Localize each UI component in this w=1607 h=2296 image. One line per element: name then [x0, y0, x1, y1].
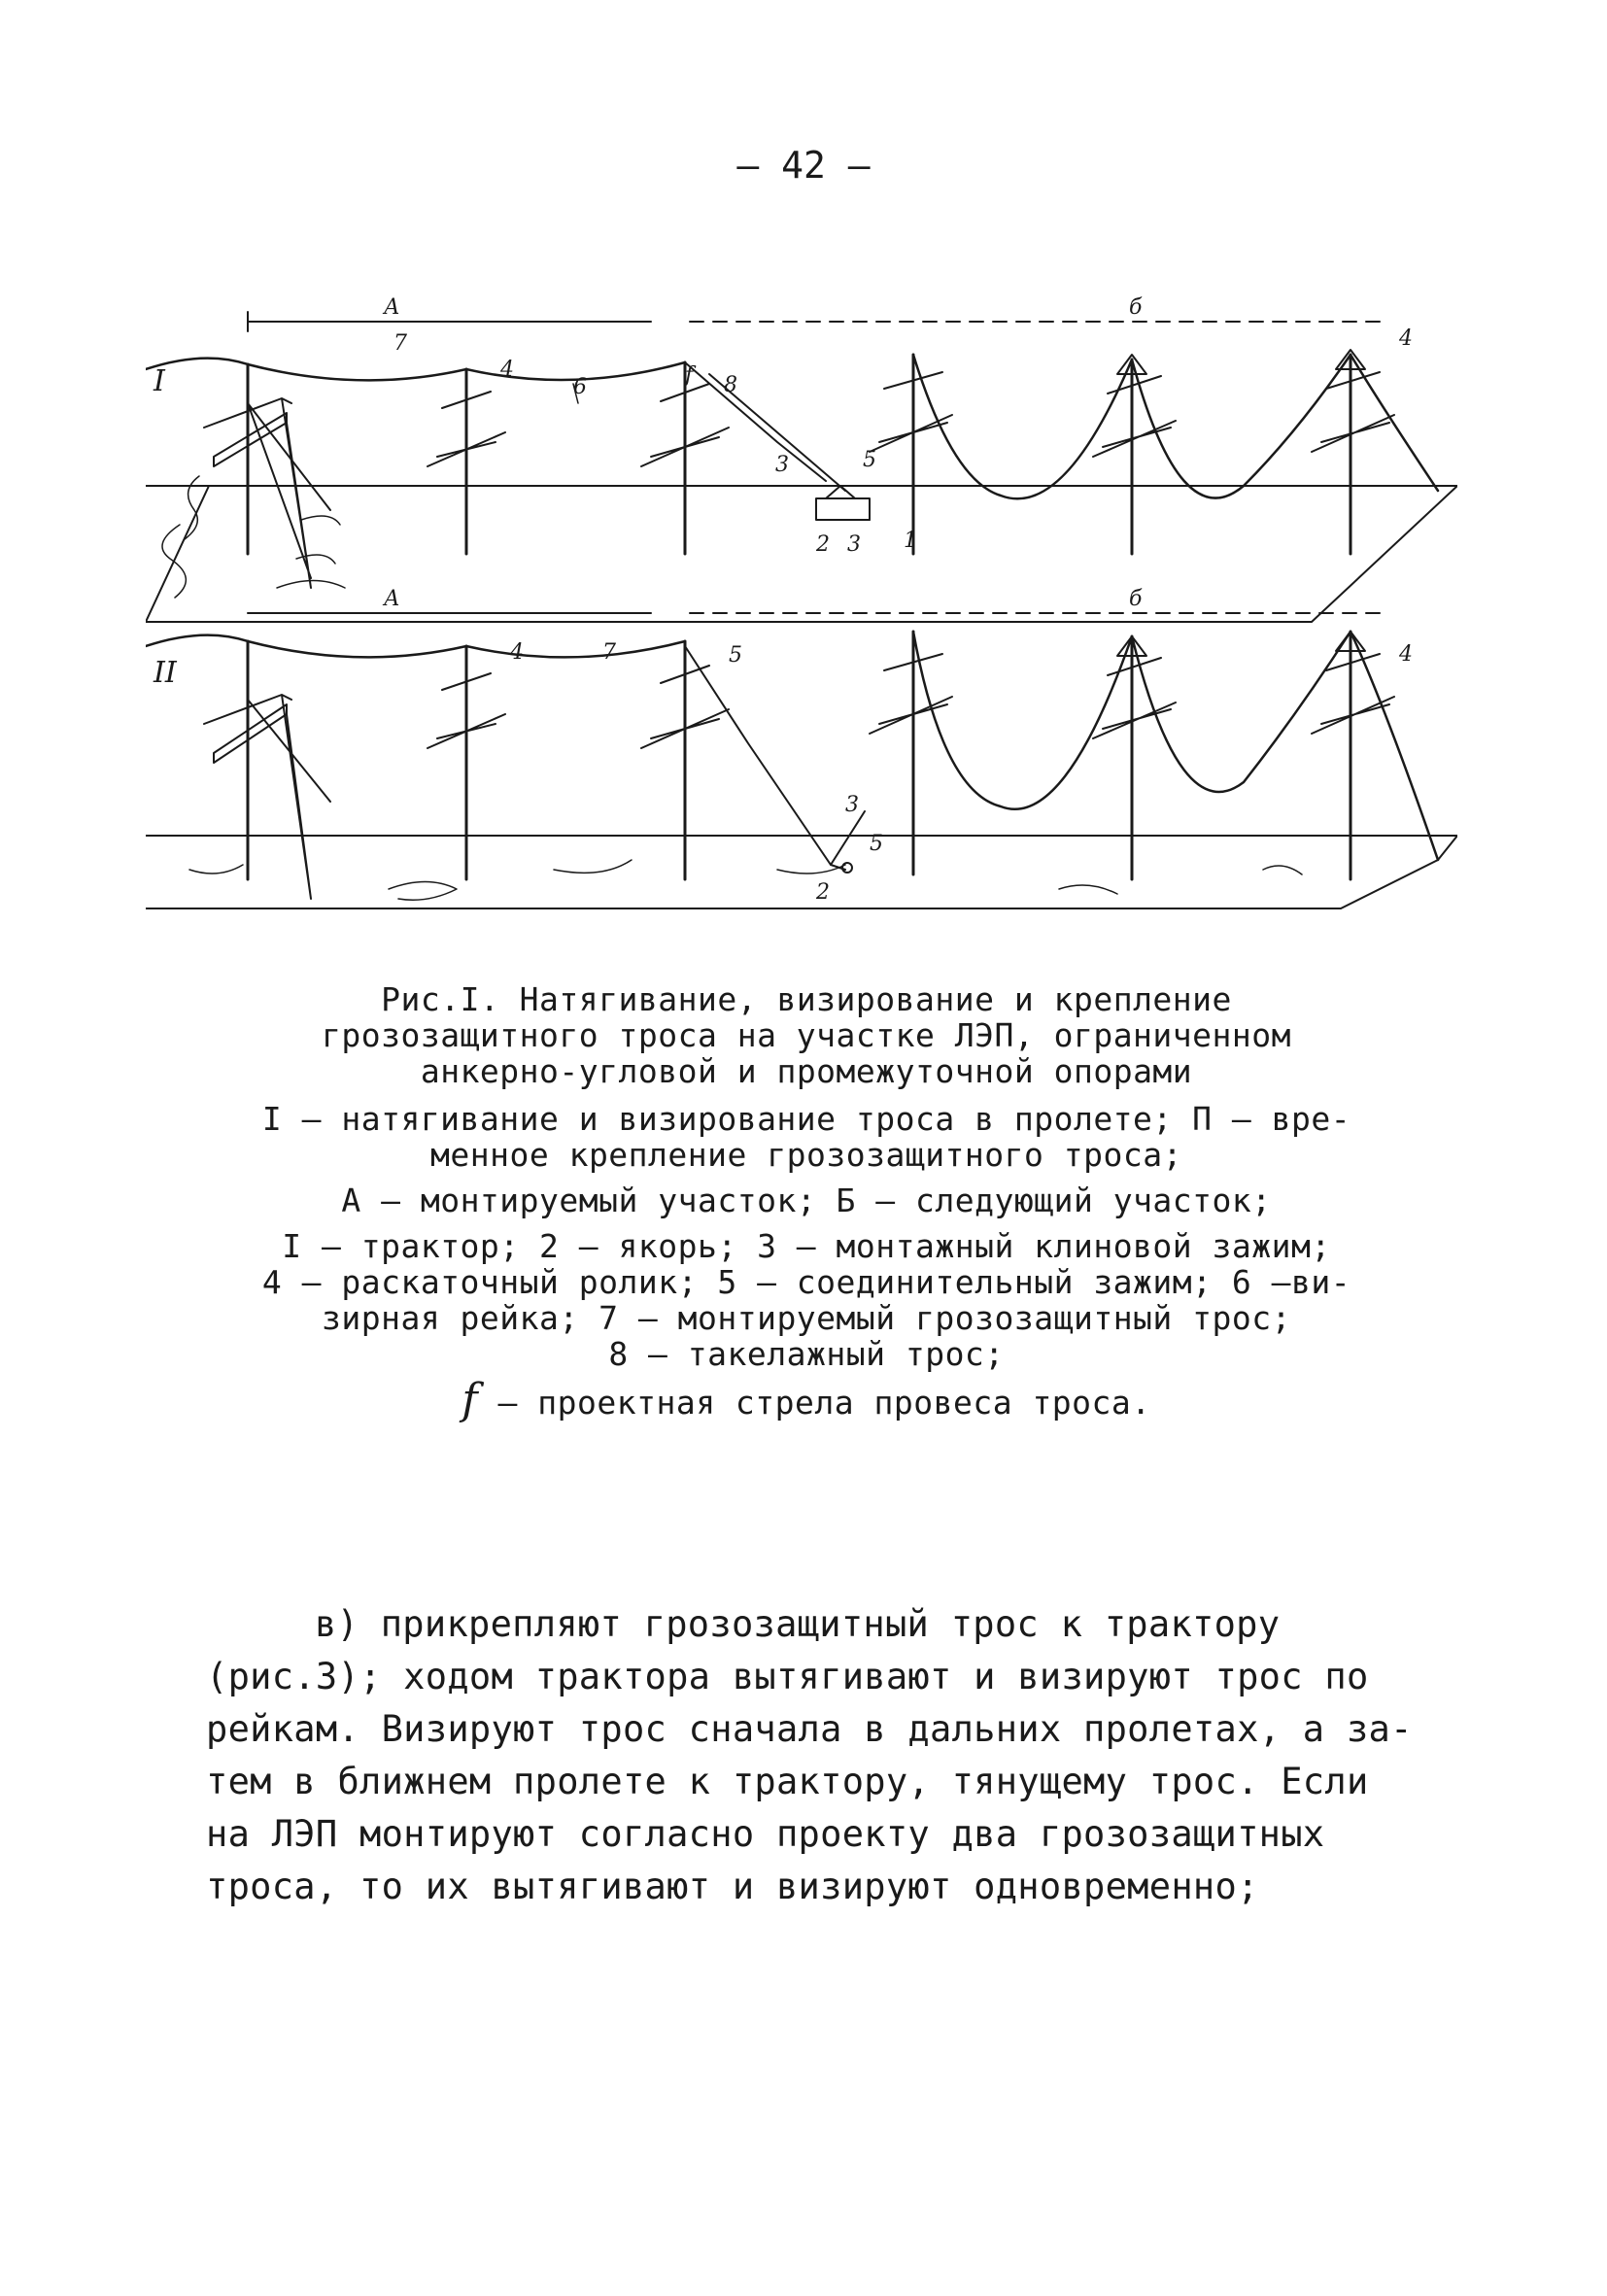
caption-title: [175, 981, 1438, 1089]
panel-1-section-b-label: б: [1129, 295, 1143, 320]
p2-callout-5b: 5: [870, 832, 883, 856]
body-line: троса, то их вытягивают и визируют одновременно;: [206, 1866, 1259, 1907]
callout-4-far: 4: [1399, 326, 1413, 351]
panel-2: [146, 613, 1457, 908]
caption-legend-sag: [175, 1375, 1438, 1424]
callout-5: 5: [863, 448, 876, 472]
callout-4: 4: [500, 358, 514, 382]
caption-legend-line: менное крепление грозозащитного троса;: [430, 1136, 1182, 1174]
p2-callout-2: 2: [816, 880, 830, 905]
callout-7: 7: [393, 331, 407, 356]
callout-8: 8: [724, 373, 737, 397]
p2-callout-7: 7: [602, 640, 616, 665]
caption-legend-sections: А – монтируемый участок; Б – следующий участок;: [341, 1182, 1272, 1219]
panel-1-roman-label: I: [154, 364, 165, 398]
body-line: рейкам. Визируют трос сначала в дальних пролетах, а за-: [206, 1708, 1413, 1750]
callout-2: 2: [816, 532, 830, 557]
panel-2-roman-label: II: [154, 656, 177, 690]
caption-legend-line: I – трактор; 2 – якорь; 3 – монтажный клиновой зажим;: [282, 1227, 1331, 1265]
sag-symbol: f: [462, 1375, 479, 1424]
caption-legend-items: [175, 1228, 1438, 1372]
panel-2-section-b-label: б: [1129, 587, 1143, 611]
callout-f: f: [685, 363, 694, 388]
callout-6: 6: [573, 375, 587, 399]
caption-title-line: анкерно-угловой и промежуточной опорами: [420, 1052, 1193, 1090]
power-line-figure: [146, 287, 1457, 947]
caption-legend-line: I – натягивание и визирование троса в пролете; П – вре-: [261, 1100, 1351, 1138]
body-line: (рис.3); ходом трактора вытягивают и визируют трос по: [206, 1656, 1369, 1697]
p2-callout-3: 3: [845, 793, 859, 817]
p2-callout-4: 4: [510, 640, 524, 665]
figure-caption: [175, 980, 1438, 1424]
panel-1-section-a-label: А: [384, 295, 400, 320]
panel-2-section-a-label: А: [384, 587, 400, 611]
body-line: тем в ближнем пролете к трактору, тянущему трос. Если: [206, 1761, 1369, 1802]
caption-title-line: грозозащитного троса на участке ЛЭП, ограниченном: [321, 1016, 1292, 1054]
page-number: – 42 –: [736, 144, 871, 187]
sag-definition: – проектная стрела провеса троса.: [497, 1384, 1151, 1422]
caption-legend-line: 4 – раскаточный ролик; 5 – соединительный зажим; 6 –ви-: [261, 1263, 1351, 1301]
callout-1: 1: [904, 529, 917, 553]
caption-title-line: Рис.I. Натягивание, визирование и крепление: [381, 980, 1232, 1018]
body-paragraph: [206, 1598, 1420, 1913]
figure-drawing: [146, 287, 1457, 947]
caption-legend-line: зирная рейка; 7 – монтируемый грозозащитный трос;: [321, 1299, 1292, 1337]
caption-legend-line: 8 – такелажный трос;: [608, 1335, 1005, 1373]
body-line: на ЛЭП монтируют согласно проекту два грозозащитных: [206, 1813, 1325, 1855]
panel-1: [146, 312, 1457, 622]
caption-legend-panels: [175, 1101, 1438, 1173]
callout-3b: 3: [847, 532, 861, 557]
p2-callout-5: 5: [729, 643, 742, 668]
body-line: в) прикрепляют грозозащитный трос к трактору: [315, 1603, 1281, 1645]
callout-3: 3: [775, 453, 789, 477]
p2-callout-4-far: 4: [1399, 642, 1413, 667]
